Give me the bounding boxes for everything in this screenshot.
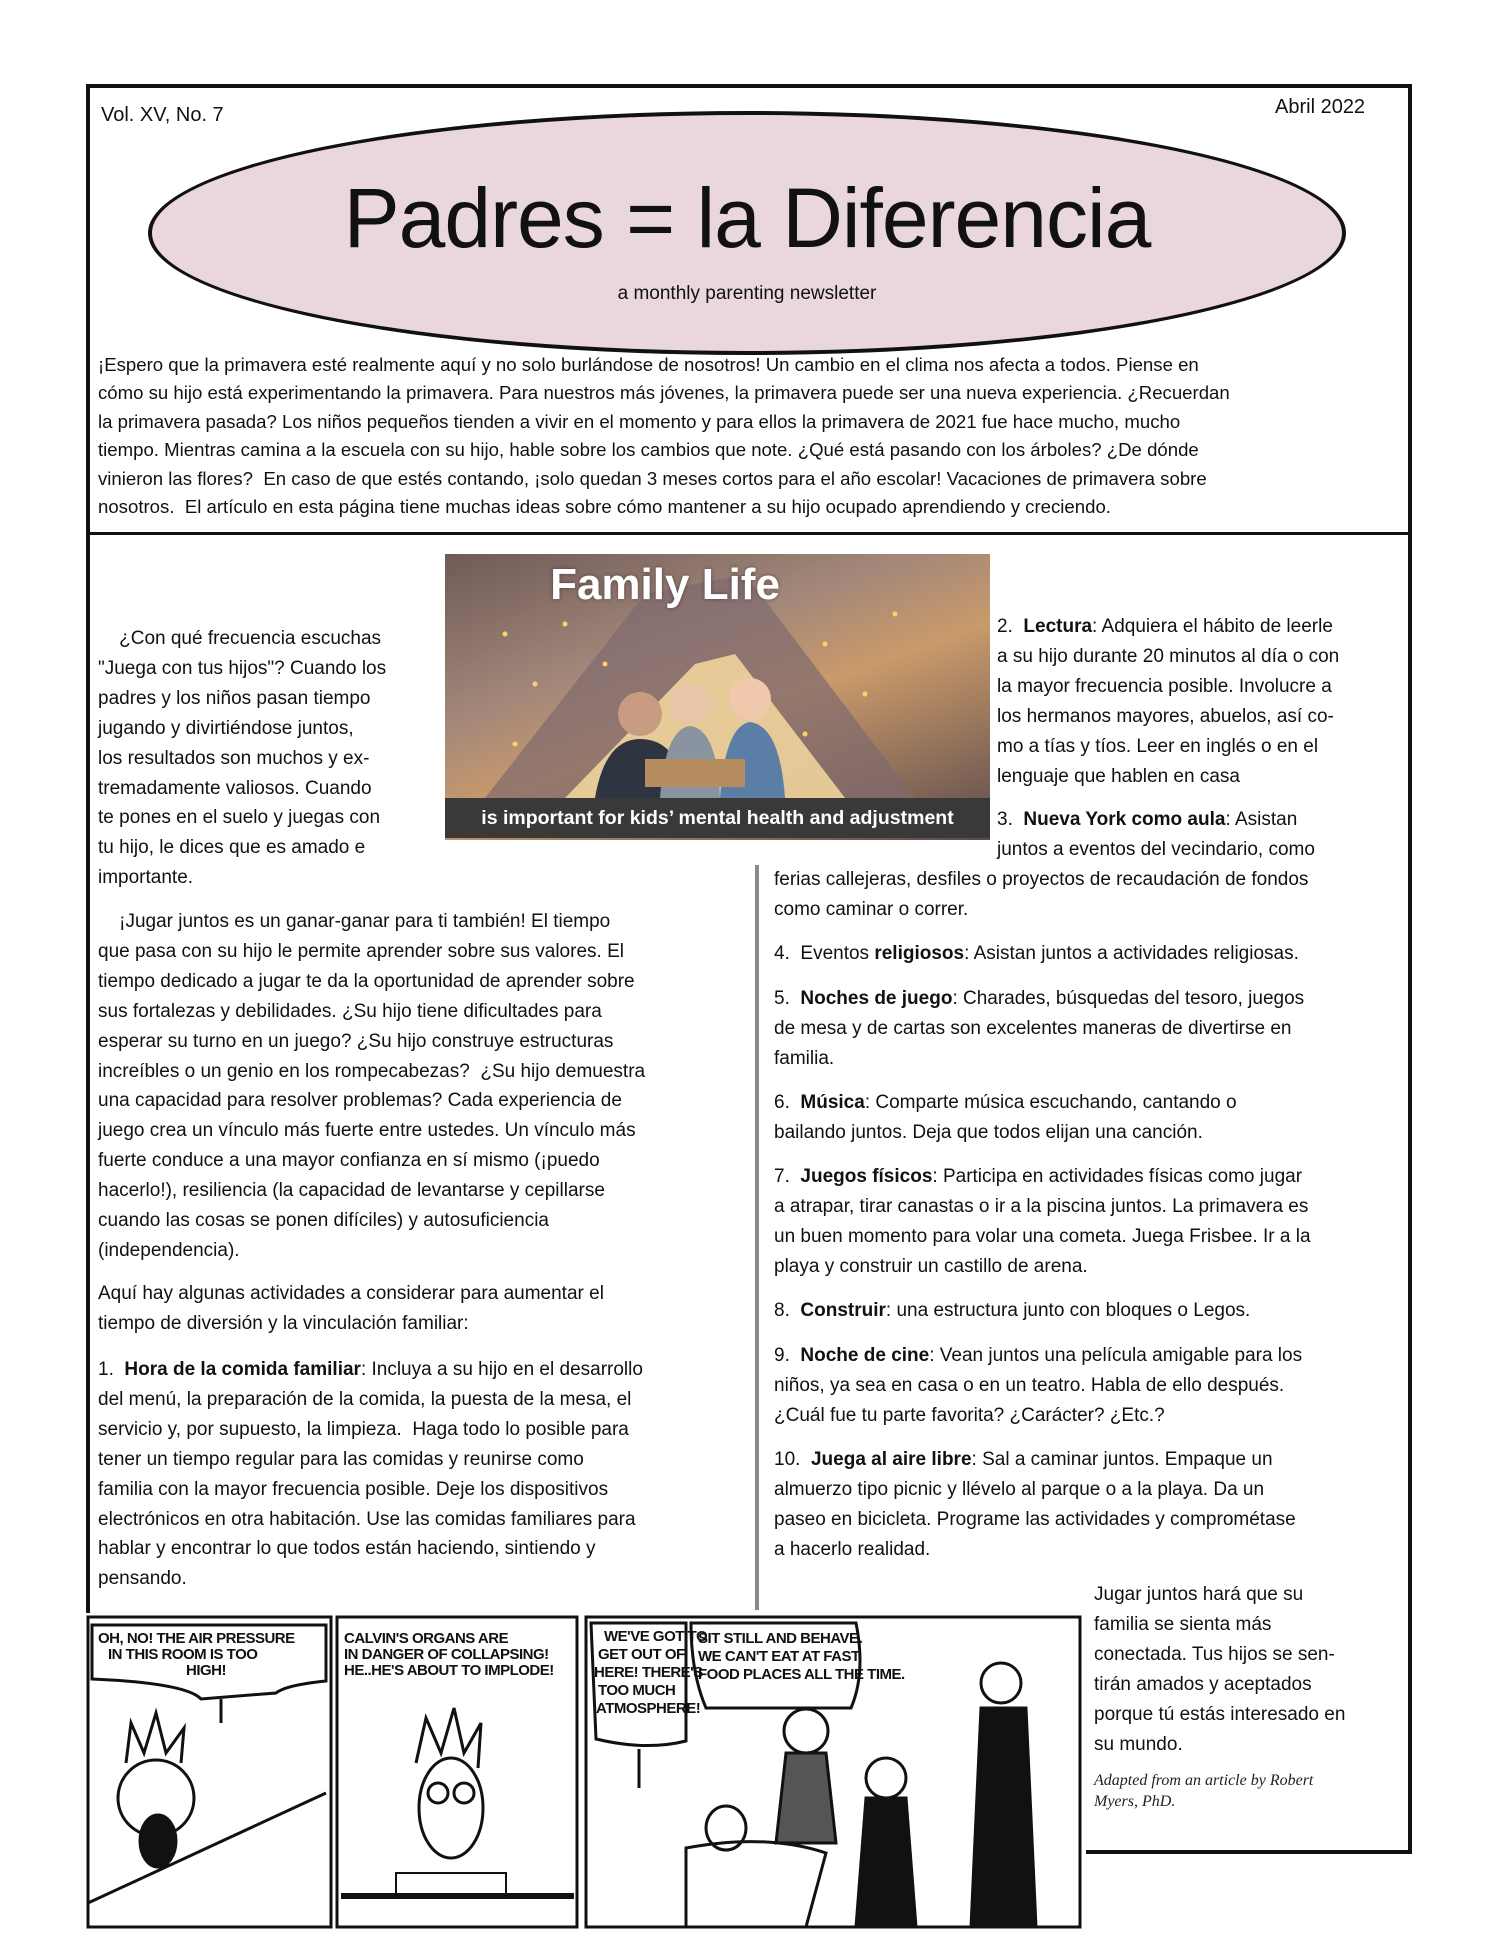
text-line: de mesa y de cartas son excelentes maneras de divertirse en xyxy=(774,1017,1292,1039)
text-line: increíbles o un genio en los rompecabezas? ¿Su hijo demuestra xyxy=(98,1060,646,1082)
bold-heading: Nueva York como aula xyxy=(1023,809,1226,830)
bubble-panel-3-mother xyxy=(698,1630,905,1683)
text-line: tener un tiempo regular para las comidas y reunirse como xyxy=(98,1448,584,1470)
text-line: Aquí hay algunas actividades a considerar para aumentar el xyxy=(98,1283,604,1304)
text-segment: 3. xyxy=(997,809,1024,830)
text-line: del menú, la preparación de la comida, la puesta de la mesa, el xyxy=(98,1388,632,1410)
text-line: mo a tías y tíos. Leer en inglés o en el xyxy=(997,735,1319,757)
text-line: niños, ya sea en casa o en un teatro. Habla de ello después. xyxy=(774,1374,1285,1396)
column-divider xyxy=(755,865,759,1610)
volume-number: Vol. XV, No. 7 xyxy=(101,104,224,126)
text-line: fuerte conduce a una mayor confianza en sí mismo (¡puedo xyxy=(98,1150,600,1172)
text-segment: : Vean juntos una película amigable para los xyxy=(929,1345,1303,1366)
text-line: tiempo dedicado a jugar te da la oportunidad de aprender sobre xyxy=(98,970,635,992)
activity-item-1 xyxy=(98,1355,643,1594)
text-line xyxy=(774,1162,1311,1192)
text-segment: 2. xyxy=(997,616,1024,637)
svg-text:HIGH!: HIGH! xyxy=(186,1662,226,1679)
bubble-panel-2 xyxy=(344,1630,554,1679)
text-line xyxy=(997,612,1339,642)
text-line: los resultados son muchos y ex- xyxy=(98,747,370,769)
activity-item-3-top xyxy=(997,805,1315,865)
activity-item-2 xyxy=(997,612,1339,791)
text-line: ferias callejeras, desfiles o proyectos de recaudación de fondos xyxy=(774,869,1309,890)
text-line: ¡Jugar juntos es un ganar-ganar para ti también! El tiempo xyxy=(98,911,611,932)
text-line: que pasa con su hijo le permite aprender sobre sus valores. El xyxy=(98,940,624,962)
bold-heading: Hora de la comida familiar xyxy=(124,1359,361,1380)
text-line: Adapted from an article by Robert xyxy=(1094,1772,1314,1789)
text-line: su mundo. xyxy=(1094,1733,1183,1755)
svg-text:ATMOSPHERE!: ATMOSPHERE! xyxy=(596,1700,701,1717)
activity-item-7 xyxy=(774,1162,1311,1282)
bold-heading: religiosos xyxy=(874,943,965,964)
activity-item-5 xyxy=(774,984,1304,1074)
newsletter-title: Padres = la Diferencia xyxy=(343,171,1151,265)
bold-heading: Juegos físicos xyxy=(800,1166,933,1187)
text-line: bailando juntos. Deja que todos elijan una canción. xyxy=(774,1121,1203,1143)
text-line: la primavera pasada? Los niños pequeños tienden a vivir en el momento y para ellos la primavera de 2021 fue hace mucho, mucho xyxy=(98,410,1181,432)
left-paragraph-3 xyxy=(98,1279,604,1339)
text-line: la mayor frecuencia posible. Involucre a xyxy=(997,675,1332,697)
svg-text:OH, NO! THE AIR PRESSURE: OH, NO! THE AIR PRESSURE xyxy=(98,1630,295,1647)
text-line: nosotros. El artículo en esta página tiene muchas ideas sobre cómo mantener a su hijo ocupado aprendiendo y creciendo. xyxy=(98,496,1111,518)
text-segment: : Sal a caminar juntos. Empaque un xyxy=(971,1449,1273,1470)
text-segment: : Adquiera el hábito de leerle xyxy=(1092,616,1333,637)
closing-paragraph xyxy=(1094,1580,1345,1759)
photo-title: Family Life xyxy=(550,560,780,609)
left-paragraph-1 xyxy=(98,624,386,893)
text-line: "Juega con tus hijos"? Cuando los xyxy=(98,657,387,679)
text-segment: 10. xyxy=(774,1449,811,1470)
text-line: a su hijo durante 20 minutos al día o con xyxy=(997,645,1340,667)
activity-item-6 xyxy=(774,1088,1237,1148)
text-segment: 8. xyxy=(774,1300,801,1321)
activity-item-10 xyxy=(774,1445,1296,1565)
text-line: tirán amados y aceptados xyxy=(1094,1673,1312,1695)
text-line: tiempo de diversión y la vinculación familiar: xyxy=(98,1312,469,1334)
text-line: playa y construir un castillo de arena. xyxy=(774,1255,1088,1277)
activity-item-9 xyxy=(774,1341,1302,1431)
text-segment: 1. xyxy=(98,1359,125,1380)
text-line: a hacerlo realidad. xyxy=(774,1538,931,1560)
text-line: (independencia). xyxy=(98,1239,240,1261)
family-life-photo xyxy=(445,554,990,840)
bubble-panel-1 xyxy=(98,1630,295,1679)
text-line: hablar y encontrar lo que todos están haciendo, sintiendo y xyxy=(98,1538,596,1560)
text-line: jugando y divirtiéndose juntos, xyxy=(98,717,354,739)
text-line: cuando las cosas se ponen difíciles) y autosuficiencia xyxy=(98,1210,549,1232)
newsletter-subtitle: a monthly parenting newsletter xyxy=(617,283,877,304)
text-line: juego crea un vínculo más fuerte entre ustedes. Un vínculo más xyxy=(98,1120,636,1142)
text-line xyxy=(98,1355,643,1385)
left-paragraph-2 xyxy=(98,907,645,1266)
text-line xyxy=(774,1296,1250,1326)
text-line: ¡Espero que la primavera esté realmente aquí y no solo burlándose de nosotros! Un cambio en el clima nos afecta a todos. Piense en xyxy=(98,354,1199,375)
text-line xyxy=(774,1341,1302,1371)
text-line: electrónicos en otra habitación. Use las comidas familiares para xyxy=(98,1508,636,1530)
svg-text:HERE! THERE'S: HERE! THERE'S xyxy=(594,1664,703,1681)
text-line xyxy=(774,1088,1237,1118)
text-line: pensando. xyxy=(98,1568,187,1590)
text-line: juntos a eventos del vecindario, como xyxy=(997,838,1315,860)
text-segment: 7. xyxy=(774,1166,801,1187)
text-segment: 5. xyxy=(774,988,801,1009)
text-line: padres y los niños pasan tiempo xyxy=(98,687,371,709)
section-divider xyxy=(86,532,1408,535)
text-segment: 4. Eventos xyxy=(774,943,875,964)
svg-text:WE CAN'T EAT AT FAST: WE CAN'T EAT AT FAST xyxy=(698,1648,860,1665)
svg-text:IN THIS ROOM IS TOO: IN THIS ROOM IS TOO xyxy=(108,1646,258,1663)
text-segment: : Participa en actividades físicas como jugar xyxy=(932,1166,1303,1187)
photo-caption: is important for kids’ mental health and adjustment xyxy=(445,798,990,838)
text-line: lenguaje que hablen en casa xyxy=(997,765,1240,787)
text-segment: 6. xyxy=(774,1092,801,1113)
svg-text:TOO MUCH: TOO MUCH xyxy=(598,1682,676,1699)
text-segment: 9. xyxy=(774,1345,801,1366)
bold-heading: Lectura xyxy=(1023,616,1093,637)
text-segment: : Comparte música escuchando, cantando o xyxy=(864,1092,1237,1113)
bubble-panel-3-calvin xyxy=(594,1628,708,1717)
text-segment: : una estructura junto con bloques o Legos. xyxy=(885,1300,1251,1321)
text-segment: : Incluya a su hijo en el desarrollo xyxy=(360,1359,643,1380)
text-line: Jugar juntos hará que su xyxy=(1094,1584,1304,1605)
text-line: almuerzo tipo picnic y llévelo al parque o a la playa. Da un xyxy=(774,1478,1265,1500)
bold-heading: Noches de juego xyxy=(800,988,953,1009)
svg-text:WE'VE GOT TO: WE'VE GOT TO xyxy=(604,1628,708,1645)
text-line: hacerlo!), resiliencia (la capacidad de levantarse y cepillarse xyxy=(98,1180,605,1202)
comic-strip xyxy=(86,1613,1086,1931)
text-line xyxy=(774,984,1304,1014)
text-line: a atrapar, tirar canastas o ir a la piscina juntos. La primavera es xyxy=(774,1195,1309,1217)
text-line xyxy=(997,805,1315,835)
text-line: importante. xyxy=(98,867,194,889)
activity-item-3-bottom xyxy=(774,865,1308,925)
svg-text:CALVIN'S ORGANS ARE: CALVIN'S ORGANS ARE xyxy=(344,1630,509,1647)
text-line: esperar su turno en un juego? ¿Su hijo construye estructuras xyxy=(98,1030,614,1052)
bold-heading: Noche de cine xyxy=(800,1345,930,1366)
bold-heading: Música xyxy=(800,1092,865,1113)
text-line: un buen momento para volar una cometa. Juega Frisbee. Ir a la xyxy=(774,1225,1311,1247)
issue-date: Abril 2022 xyxy=(1275,96,1366,118)
text-line: paseo en bicicleta. Programe las actividades y comprométase xyxy=(774,1508,1296,1530)
text-line: cómo su hijo está experimentando la primavera. Para nuestros más jóvenes, la primavera puede ser una nueva experiencia. ¿Recuerdan xyxy=(98,382,1230,404)
text-line xyxy=(774,1445,1296,1475)
text-segment: : Charades, búsquedas del tesoro, juegos xyxy=(952,988,1305,1009)
text-line: vinieron las flores? En caso de que estés contando, ¡solo quedan 3 meses cortos para el año escolar! Vacaciones de primavera sobre xyxy=(98,467,1207,489)
text-segment: : Asistan juntos a actividades religiosas. xyxy=(964,943,1299,964)
calvin-and-hobbes-comic xyxy=(86,1613,1086,1931)
svg-text:FOOD PLACES ALL THE TIME.: FOOD PLACES ALL THE TIME. xyxy=(698,1666,905,1683)
svg-text:GET OUT OF: GET OUT OF xyxy=(598,1646,685,1663)
text-line: ¿Con qué frecuencia escuchas xyxy=(98,628,382,649)
text-line: sus fortalezas y debilidades. ¿Su hijo tiene dificultades para xyxy=(98,1000,602,1022)
activity-item-4 xyxy=(774,939,1299,969)
text-line: como caminar o correr. xyxy=(774,898,969,920)
text-line: ¿Cuál fue tu parte favorita? ¿Carácter? ¿Etc.? xyxy=(774,1404,1165,1426)
text-line: familia. xyxy=(774,1047,835,1069)
text-line: una capacidad para resolver problemas? Cada experiencia de xyxy=(98,1090,622,1112)
text-line: porque tú estás interesado en xyxy=(1094,1703,1346,1725)
text-line: tiempo. Mientras camina a la escuela con su hijo, hable sobre los cambios que note. ¿Qué está pasando con los árboles? ¿De dónde xyxy=(98,439,1199,461)
svg-text:SIT STILL AND BEHAVE.: SIT STILL AND BEHAVE. xyxy=(698,1630,863,1647)
text-line: los hermanos mayores, abuelos, así co- xyxy=(997,705,1334,727)
intro-paragraph xyxy=(98,351,1230,521)
activity-item-8 xyxy=(774,1296,1250,1326)
svg-text:HE..HE'S ABOUT TO IMPLODE!: HE..HE'S ABOUT TO IMPLODE! xyxy=(344,1662,554,1679)
text-line: te pones en el suelo y juegas con xyxy=(98,807,381,829)
text-line: servicio y, por supuesto, la limpieza. Haga todo lo posible para xyxy=(98,1418,629,1440)
text-segment: : Asistan xyxy=(1225,809,1298,830)
text-line: familia se sienta más xyxy=(1094,1613,1272,1635)
attribution xyxy=(1094,1770,1313,1812)
svg-text:IN DANGER OF COLLAPSING!: IN DANGER OF COLLAPSING! xyxy=(344,1646,549,1663)
text-line: conectada. Tus hijos se sen- xyxy=(1094,1643,1335,1665)
text-line xyxy=(774,939,1299,969)
text-line: tremadamente valiosos. Cuando xyxy=(98,777,372,799)
text-line: Myers, PhD. xyxy=(1094,1793,1176,1810)
bold-heading: Juega al aire libre xyxy=(810,1449,972,1470)
bold-heading: Construir xyxy=(800,1300,886,1321)
text-line: familia con la mayor frecuencia posible. Deje los dispositivos xyxy=(98,1478,609,1500)
text-line: tu hijo, le dices que es amado e xyxy=(98,837,366,859)
